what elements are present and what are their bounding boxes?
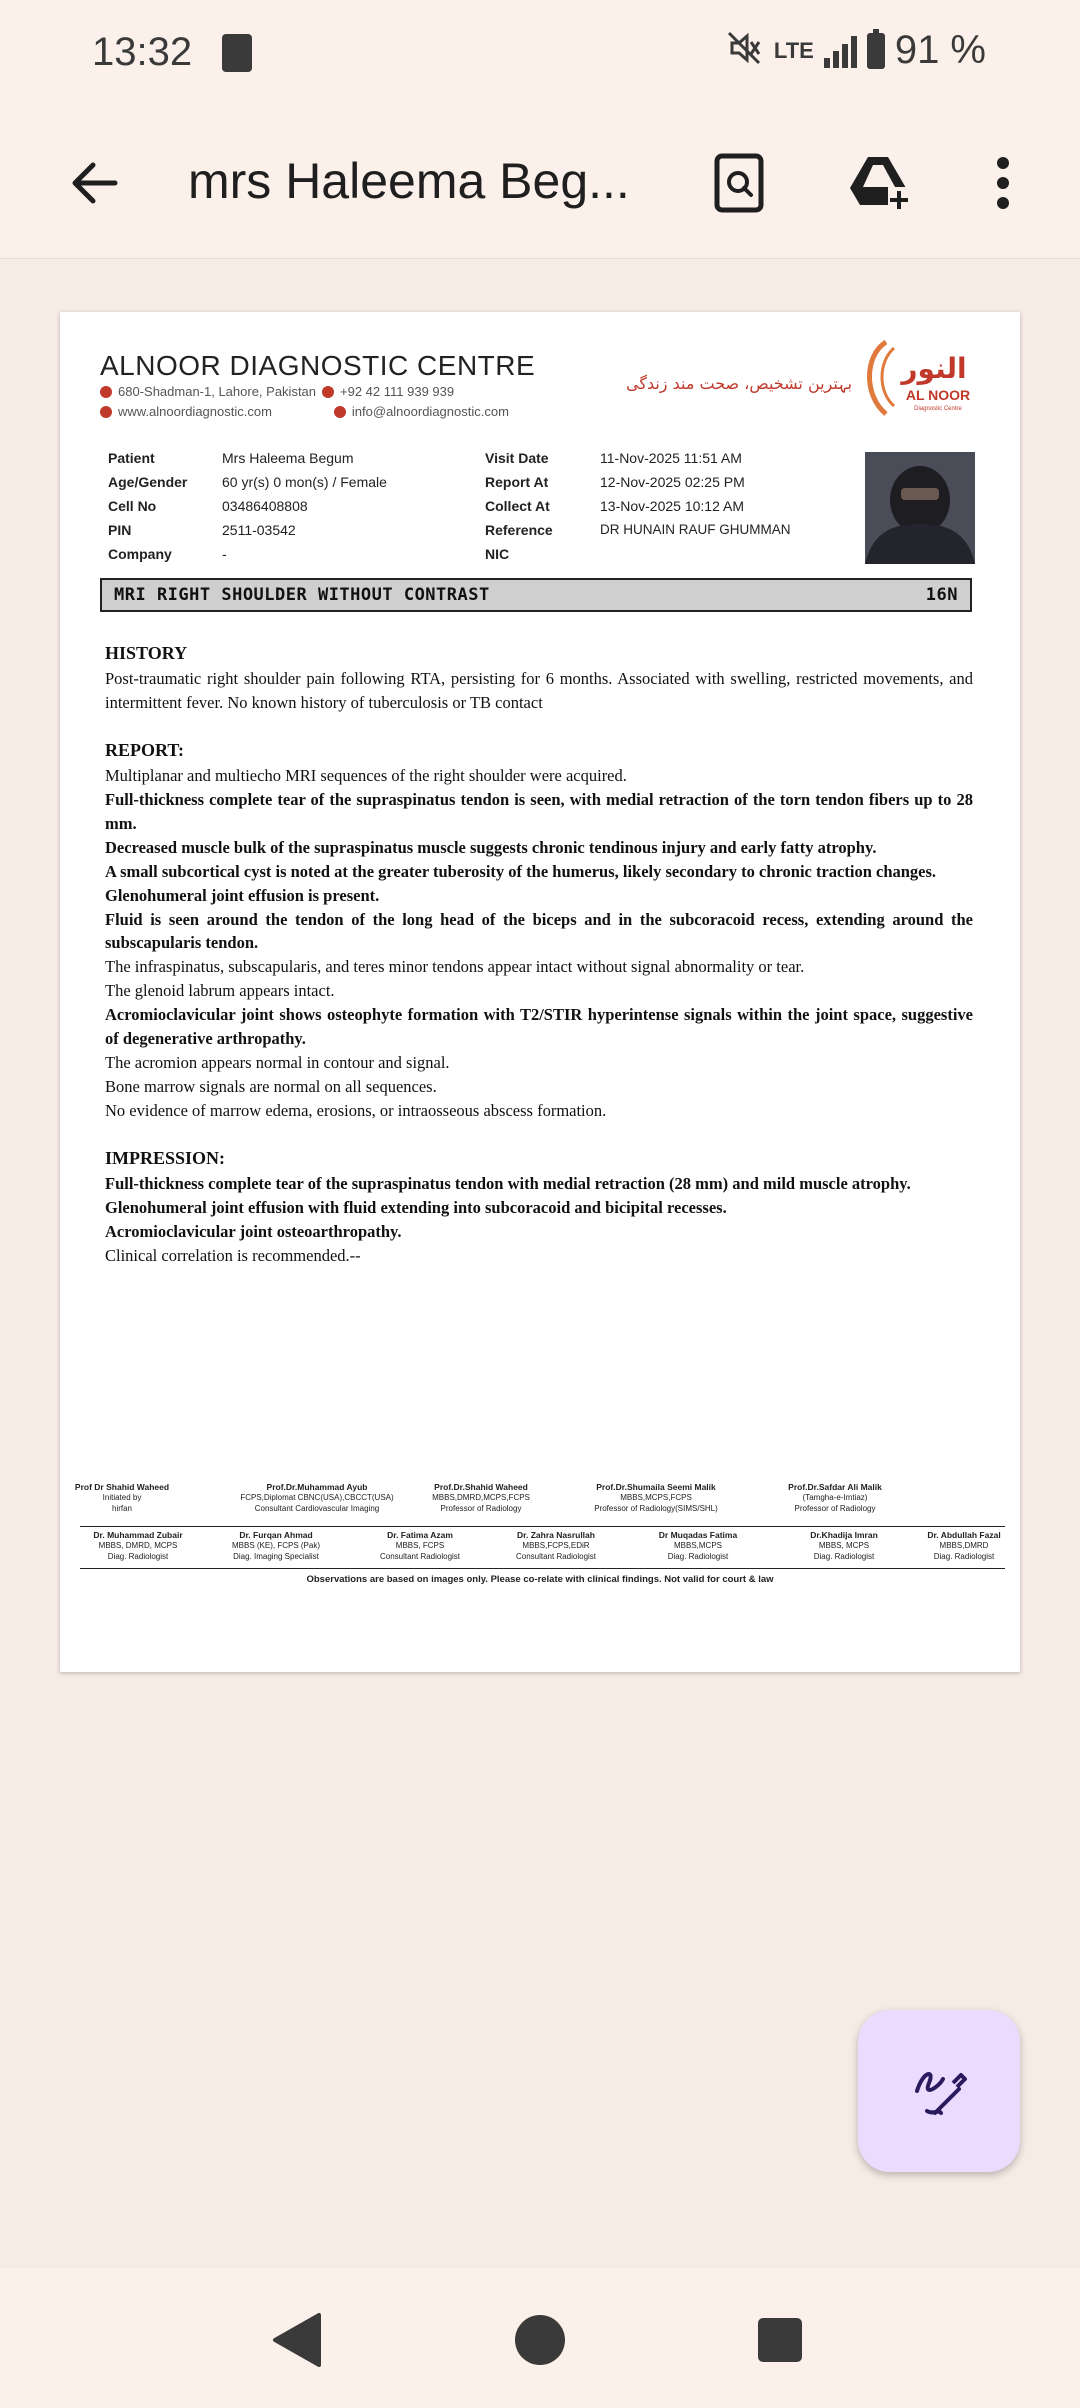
doctor-credit xyxy=(594,1482,718,1515)
report-finding: A small subcortical cyst is noted at the greater tuberosity of the humerus, likely secondary to chronic traction changes. xyxy=(105,861,937,881)
signal-icon xyxy=(824,34,857,68)
patient-label: Patient xyxy=(108,450,155,466)
doctor-credential: Diag. Radiologist xyxy=(813,1552,875,1562)
status-bar xyxy=(0,0,1080,108)
doctor-credit xyxy=(240,1482,393,1515)
report-finding: Glenohumeral joint effusion is present. xyxy=(105,885,380,905)
mute-icon xyxy=(724,28,764,73)
nav-recents-icon[interactable] xyxy=(748,2308,812,2372)
report-finding: Decreased muscle bulk of the supraspinatus muscle suggests chronic tendinous injury and early fatty atrophy. xyxy=(105,837,877,857)
doctor-name: Prof Dr Shahid Waheed xyxy=(74,1482,170,1492)
lab-email: info@alnoordiagnostic.com xyxy=(351,404,509,419)
footer-divider xyxy=(80,1526,1005,1527)
doctor-name: Dr. Abdullah Fazal xyxy=(927,1530,1001,1540)
app-bar xyxy=(0,108,1080,258)
back-arrow-icon[interactable] xyxy=(60,148,130,218)
navigation-bar xyxy=(0,2268,1080,2408)
status-icons xyxy=(724,28,986,73)
doctor-credential: Consultant Radiologist xyxy=(515,1552,597,1562)
test-title: MRI RIGHT SHOULDER WITHOUT CONTRAST xyxy=(114,585,490,605)
doctor-name: Dr. Fatima Azam xyxy=(387,1530,453,1540)
test-code: 16N xyxy=(925,585,958,605)
lab-address-line xyxy=(100,384,454,399)
footer-divider xyxy=(80,1568,1005,1569)
doctor-credential: Consultant Cardiovascular Imaging xyxy=(254,1504,380,1514)
collect-date: 13-Nov-2025 10:12 AM xyxy=(600,498,744,514)
lab-web-line xyxy=(100,404,509,419)
history-heading: HISTORY xyxy=(105,643,188,663)
svg-text:AL NOOR: AL NOOR xyxy=(905,387,971,403)
doctor-credential: Consultant Radiologist xyxy=(379,1552,461,1562)
report-finding: Multiplanar and multiecho MRI sequences of the right shoulder were acquired. xyxy=(105,766,627,786)
doctor-credit xyxy=(516,1530,596,1563)
nic-label: NIC xyxy=(485,546,510,562)
cell-no: 03486408808 xyxy=(222,498,308,514)
report-date: 12-Nov-2025 02:25 PM xyxy=(600,474,745,490)
battery-icon xyxy=(867,33,885,69)
age-label: Age/Gender xyxy=(108,474,188,490)
doctor-credit xyxy=(75,1482,169,1515)
report-heading: REPORT: xyxy=(105,739,185,760)
doctor-name: Dr.Khadija Imran xyxy=(810,1530,878,1540)
lab-name: ALNOOR DIAGNOSTIC CENTRE xyxy=(100,350,536,381)
location-icon xyxy=(100,386,112,398)
doctor-name: Dr. Zahra Nasrullah xyxy=(517,1530,595,1540)
battery-percent: 91 % xyxy=(894,28,986,72)
doctor-credential: MBBS (KE), FCPS (Pak) xyxy=(231,1541,321,1551)
doctor-credential: MBBS, FCPS xyxy=(395,1541,445,1551)
doctor-credential: FCPS,Diplomat CBNC(USA),CBCCT(USA) xyxy=(240,1493,394,1503)
phone-icon xyxy=(322,386,334,398)
doctor-name: Prof.Dr.Shahid Waheed xyxy=(434,1482,528,1492)
test-title-bar xyxy=(100,578,972,612)
report-finding: The glenoid labrum appears intact. xyxy=(105,981,335,1001)
doctor-credential: MBBS,MCPS,FCPS xyxy=(620,1493,692,1503)
report-body xyxy=(105,640,973,1268)
signature-edit-icon[interactable] xyxy=(858,2010,1020,2172)
report-label: Report At xyxy=(485,474,549,490)
doctor-credit xyxy=(432,1482,530,1515)
svg-text:النور: النور xyxy=(901,352,967,385)
lab-phone: +92 42 111 939 939 xyxy=(340,384,455,399)
doctor-credential: MBBS, DMRD, MCPS xyxy=(98,1541,178,1551)
company-label: Company xyxy=(108,546,172,562)
impression-heading: IMPRESSION: xyxy=(105,1147,226,1168)
doctor-credential: Diag. Radiologist xyxy=(933,1552,995,1562)
doctor-credit xyxy=(810,1530,878,1563)
doctor-credential: Diag. Radiologist xyxy=(107,1552,169,1562)
doctor-name: Prof.Dr.Safdar Ali Malik xyxy=(788,1482,882,1492)
doctor-credential: MBBS, MCPS xyxy=(818,1541,870,1551)
cell-label: Cell No xyxy=(108,498,157,514)
document-title: mrs Haleema Beg... xyxy=(188,153,630,209)
impression-list xyxy=(105,1172,973,1268)
drive-add-icon[interactable] xyxy=(846,150,912,216)
lab-website: www.alnoordiagnostic.com xyxy=(118,404,272,419)
doctor-name: Dr. Muhammad Zubair xyxy=(93,1530,183,1540)
doctor-credential: Diag. Radiologist xyxy=(667,1552,729,1562)
report-findings xyxy=(105,764,973,1123)
doctor-name: Prof.Dr.Shumaila Seemi Malik xyxy=(596,1482,716,1492)
report-finding: Full-thickness complete tear of the supraspinatus tendon is seen, with medial retraction of the torn tendon fibers up to 28 mm. xyxy=(105,789,973,833)
collect-label: Collect At xyxy=(485,498,550,514)
reference-label: Reference xyxy=(485,522,553,538)
patient-photo xyxy=(865,452,975,564)
doctor-credential: (Tamgha-e-Imtiaz) xyxy=(802,1493,868,1503)
doctor-name: Dr Muqadas Fatima xyxy=(658,1530,738,1540)
company-value: - xyxy=(222,546,227,562)
report-finding: Fluid is seen around the tendon of the long head of the biceps and in the subcoracoid recess, extending around the subscapularis tendon. xyxy=(105,909,973,953)
doctor-credit xyxy=(659,1530,737,1563)
visit-label: Visit Date xyxy=(485,450,549,466)
doctor-credential: MBBS,DMRD xyxy=(939,1541,989,1551)
impression-item: Full-thickness complete tear of the supraspinatus tendon with medial retraction (28 mm) and mild muscle atrophy. xyxy=(105,1173,911,1193)
patient-name: Mrs Haleema Begum xyxy=(222,450,354,466)
visit-date: 11-Nov-2025 11:51 AM xyxy=(600,450,742,466)
alnoor-logo xyxy=(856,334,986,424)
lab-address: 680-Shadman-1, Lahore, Pakistan xyxy=(118,384,317,399)
doctor-credit xyxy=(380,1530,460,1563)
doctor-name: Dr. Furqan Ahmad xyxy=(239,1530,313,1540)
email-icon xyxy=(334,406,346,418)
lab-tagline: بہترین تشخیص، صحت مند زندگی xyxy=(626,374,853,393)
report-finding: The infraspinatus, subscapularis, and teres minor tendons appear intact without signal abnormality or tear. xyxy=(105,957,805,977)
doctor-credential: Professor of Radiology(SIMS/SHL) xyxy=(594,1504,718,1514)
notification-icon xyxy=(222,34,252,72)
doctor-credit xyxy=(232,1530,320,1563)
age-gender: 60 yr(s) 0 mon(s) / Female xyxy=(222,474,387,490)
report-finding: Bone marrow signals are normal on all sequences. xyxy=(105,1077,437,1097)
doctor-credit xyxy=(788,1482,882,1515)
doctor-credential: MBBS,FCPS,EDiR xyxy=(522,1541,590,1551)
doctor-credential: Professor of Radiology xyxy=(440,1504,522,1514)
doctor-credential: Initiated by xyxy=(102,1493,142,1503)
doctor-credit xyxy=(93,1530,182,1563)
report-finding: Acromioclavicular joint shows osteophyte formation with T2/STIR hyperintense signals within the joint space, suggestive of degenerative arthropathy. xyxy=(105,1005,973,1049)
doctor-credential: hirfan xyxy=(111,1504,133,1514)
impression-item: Acromioclavicular joint osteoarthropathy. xyxy=(105,1221,402,1241)
nav-home-icon[interactable] xyxy=(508,2308,572,2372)
web-icon xyxy=(100,406,112,418)
history-text: Post-traumatic right shoulder pain following RTA, persisting for 6 months. Associated with swelling, restricted movements, and intermittent fever. No known history of tuberculosis or TB contact xyxy=(105,669,973,713)
status-time: 13:32 xyxy=(92,30,193,74)
impression-item: Clinical correlation is recommended.-- xyxy=(105,1245,361,1265)
svg-text:Diagnostic Centre: Diagnostic Centre xyxy=(914,406,962,412)
more-vert-icon[interactable] xyxy=(970,150,1036,216)
doctor-name: Prof.Dr.Muhammad Ayub xyxy=(266,1482,368,1492)
pdf-page[interactable] xyxy=(60,312,1020,1672)
reference-value: DR HUNAIN RAUF GHUMMAN xyxy=(600,522,791,537)
doctor-credential: Professor of Radiology xyxy=(794,1504,876,1514)
search-document-icon[interactable] xyxy=(706,150,772,216)
disclaimer: Observations are based on images only. Please co-relate with clinical findings. Not valid for court & law xyxy=(306,1574,774,1585)
doctor-credential: MBBS,MCPS xyxy=(673,1541,722,1551)
report-finding: The acromion appears normal in contour and signal. xyxy=(105,1053,450,1073)
nav-back-icon[interactable] xyxy=(266,2308,330,2372)
doctor-credential: MBBS,DMRD,MCPS,FCPS xyxy=(432,1493,530,1503)
pin-value: 2511-03542 xyxy=(222,522,296,538)
network-type: LTE xyxy=(773,37,814,63)
doctor-credit xyxy=(927,1530,1000,1563)
impression-item: Glenohumeral joint effusion with fluid extending into subcoracoid and bicipital recesses. xyxy=(105,1197,727,1217)
doctor-credential: Diag. Imaging Specialist xyxy=(233,1552,319,1562)
report-finding: No evidence of marrow edema, erosions, or intraosseous abscess formation. xyxy=(105,1100,607,1120)
pin-label: PIN xyxy=(108,522,132,538)
